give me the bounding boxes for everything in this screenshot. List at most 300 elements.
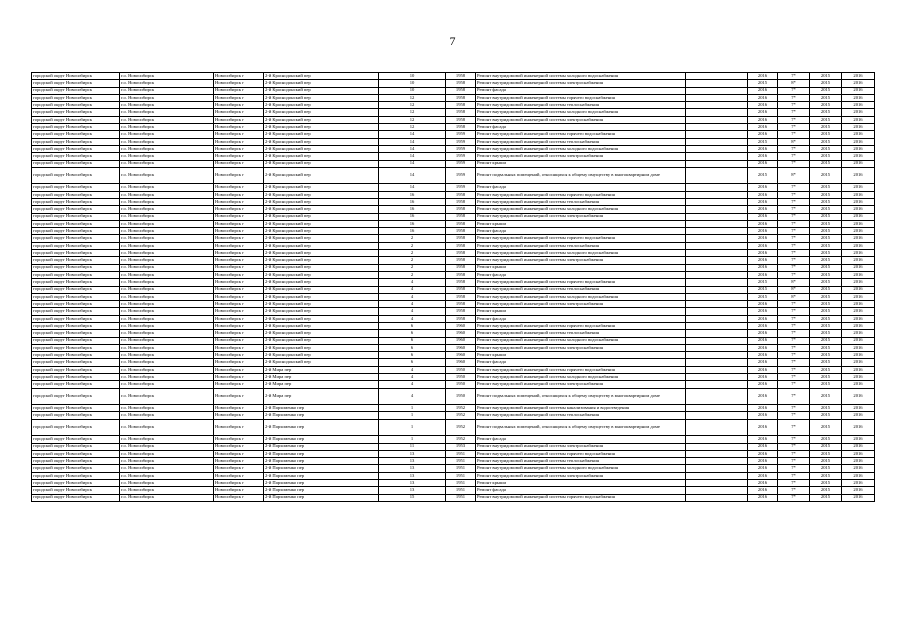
cell-note: 8* [778,279,810,286]
cell-work-type: Ремонт крыши [476,220,686,227]
cell-period-end: 2016 [842,436,875,443]
cell-street: 2-й Пархоменко пер [264,412,379,419]
cell-house-number: 14 [379,167,446,184]
table-row [32,315,875,322]
cell-spacer [686,487,748,494]
cell-plan-year: 2016 [748,184,778,191]
cell-spacer [686,472,748,479]
cell-plan-year: 2016 [748,315,778,322]
cell-note: 8* [778,138,810,145]
cell-plan-year: 2016 [748,220,778,227]
cell-house-number: 14 [379,160,446,167]
cell-plan-year: 2016 [748,109,778,116]
cell-municipality: городской округ Новосибирск [32,206,120,213]
cell-spacer [686,436,748,443]
cell-settlement: Новосибирск г [214,167,264,184]
cell-plan-year: 2016 [748,436,778,443]
cell-work-type: Ремонт внутридомовой инженерной системы электроснабжения [476,213,686,220]
cell-house-number: 4 [379,315,446,322]
cell-plan-year: 2015 [748,167,778,184]
cell-spacer [686,220,748,227]
cell-settlement: Новосибирск г [214,337,264,344]
table-row [32,167,875,184]
table-row [32,366,875,373]
cell-period-end: 2016 [842,450,875,457]
cell-spacer [686,301,748,308]
cell-period-start: 2015 [810,286,842,293]
cell-note: 7* [778,145,810,152]
cell-house-number: 13 [379,458,446,465]
cell-note: 7* [778,381,810,388]
cell-street: 2-й Краснодонский пер [264,73,379,80]
cell-house-number: 16 [379,191,446,198]
cell-street: 2-й Краснодонский пер [264,94,379,101]
cell-plan-year: 2015 [748,138,778,145]
cell-work-type: Ремонт внутридомовой инженерной системы холодного водоснабжения [476,293,686,300]
cell-work-type: Ремонт внутридомовой инженерной системы горячего водоснабжения [476,191,686,198]
cell-plan-year: 2016 [748,443,778,450]
cell-district: г.о. Новосибирск [120,264,214,271]
cell-period-end: 2016 [842,352,875,359]
cell-note: 7* [778,494,810,501]
cell-house-number: 10 [379,87,446,94]
cell-plan-year: 2016 [748,198,778,205]
cell-work-type: Ремонт фасада [476,315,686,322]
cell-spacer [686,323,748,330]
cell-note: 7* [778,301,810,308]
cell-street: 2-й Краснодонский пер [264,206,379,213]
cell-municipality: городской округ Новосибирск [32,412,120,419]
cell-house-number: 2 [379,235,446,242]
cell-period-start: 2015 [810,228,842,235]
cell-period-start: 2015 [810,405,842,412]
cell-build-year: 1951 [446,494,476,501]
cell-spacer [686,145,748,152]
cell-municipality: городской округ Новосибирск [32,228,120,235]
cell-settlement: Новосибирск г [214,487,264,494]
cell-build-year: 1958 [446,94,476,101]
cell-period-end: 2016 [842,458,875,465]
cell-build-year: 1951 [446,450,476,457]
cell-period-start: 2015 [810,352,842,359]
cell-period-start: 2015 [810,323,842,330]
cell-work-type: Ремонт внутридомовой инженерной системы горячего водоснабжения [476,450,686,457]
cell-note: 7* [778,257,810,264]
cell-municipality: городской округ Новосибирск [32,494,120,501]
cell-municipality: городской округ Новосибирск [32,145,120,152]
cell-spacer [686,87,748,94]
cell-work-type: Ремонт подвальных помещений, относящихся к общему имуществу в многоквартирном доме [476,419,686,436]
cell-settlement: Новосибирск г [214,153,264,160]
cell-period-start: 2015 [810,73,842,80]
cell-spacer [686,352,748,359]
cell-plan-year: 2016 [748,235,778,242]
cell-plan-year: 2016 [748,73,778,80]
cell-settlement: Новосибирск г [214,80,264,87]
cell-work-type: Ремонт внутридомовой инженерной системы горячего водоснабжения [476,323,686,330]
cell-note: 7* [778,323,810,330]
cell-spacer [686,198,748,205]
cell-period-start: 2015 [810,381,842,388]
cell-spacer [686,366,748,373]
cell-spacer [686,109,748,116]
cell-period-start: 2015 [810,87,842,94]
cell-period-end: 2016 [842,344,875,351]
cell-street: 2-й Пархоменко пер [264,419,379,436]
cell-note: 7* [778,359,810,366]
cell-settlement: Новосибирск г [214,344,264,351]
table-row [32,352,875,359]
cell-note: 7* [778,315,810,322]
cell-spacer [686,131,748,138]
cell-plan-year: 2016 [748,359,778,366]
cell-work-type: Ремонт внутридомовой инженерной системы теплоснабжения [476,330,686,337]
table-row [32,419,875,436]
cell-period-end: 2016 [842,374,875,381]
cell-work-type: Ремонт фасада [476,228,686,235]
cell-work-type: Ремонт фасада [476,87,686,94]
cell-build-year: 1951 [446,465,476,472]
cell-district: г.о. Новосибирск [120,250,214,257]
cell-settlement: Новосибирск г [214,286,264,293]
cell-work-type: Ремонт крыши [476,308,686,315]
cell-note: 7* [778,220,810,227]
cell-period-end: 2016 [842,102,875,109]
cell-build-year: 1952 [446,436,476,443]
cell-build-year: 1958 [446,109,476,116]
cell-period-end: 2016 [842,315,875,322]
cell-build-year: 1952 [446,405,476,412]
cell-house-number: 6 [379,330,446,337]
cell-street: 2-й Краснодонский пер [264,301,379,308]
cell-spacer [686,286,748,293]
cell-street: 2-й Краснодонский пер [264,109,379,116]
cell-settlement: Новосибирск г [214,494,264,501]
cell-settlement: Новосибирск г [214,480,264,487]
cell-build-year: 1958 [446,80,476,87]
cell-spacer [686,279,748,286]
table-row [32,228,875,235]
cell-spacer [686,308,748,315]
cell-district: г.о. Новосибирск [120,131,214,138]
cell-municipality: городской округ Новосибирск [32,73,120,80]
cell-period-start: 2015 [810,153,842,160]
cell-build-year: 1960 [446,359,476,366]
cell-district: г.о. Новосибирск [120,436,214,443]
cell-street: 2-й Мира пер [264,366,379,373]
cell-district: г.о. Новосибирск [120,242,214,249]
cell-plan-year: 2016 [748,145,778,152]
cell-street: 2-й Пархоменко пер [264,458,379,465]
cell-house-number: 14 [379,145,446,152]
cell-spacer [686,80,748,87]
cell-district: г.о. Новосибирск [120,480,214,487]
cell-build-year: 1958 [446,116,476,123]
cell-settlement: Новосибирск г [214,405,264,412]
cell-period-start: 2015 [810,167,842,184]
cell-build-year: 1958 [446,206,476,213]
cell-street: 2-й Краснодонский пер [264,323,379,330]
cell-municipality: городской округ Новосибирск [32,330,120,337]
cell-build-year: 1958 [446,279,476,286]
cell-street: 2-й Пархоменко пер [264,465,379,472]
table-row [32,480,875,487]
cell-street: 2-й Краснодонский пер [264,228,379,235]
cell-build-year: 1958 [446,235,476,242]
cell-work-type: Ремонт внутридомовой инженерной системы электроснабжения [476,80,686,87]
cell-district: г.о. Новосибирск [120,191,214,198]
cell-spacer [686,228,748,235]
cell-municipality: городской округ Новосибирск [32,184,120,191]
cell-municipality: городской округ Новосибирск [32,153,120,160]
cell-settlement: Новосибирск г [214,352,264,359]
cell-period-end: 2016 [842,213,875,220]
cell-district: г.о. Новосибирск [120,153,214,160]
cell-period-end: 2016 [842,73,875,80]
cell-period-start: 2015 [810,109,842,116]
cell-spacer [686,184,748,191]
cell-house-number: 1 [379,405,446,412]
cell-municipality: городской округ Новосибирск [32,443,120,450]
cell-district: г.о. Новосибирск [120,450,214,457]
table-row [32,344,875,351]
cell-settlement: Новосибирск г [214,323,264,330]
cell-municipality: городской округ Новосибирск [32,450,120,457]
table-row [32,458,875,465]
cell-note: 7* [778,308,810,315]
cell-build-year: 1950 [446,366,476,373]
cell-spacer [686,160,748,167]
cell-district: г.о. Новосибирск [120,102,214,109]
cell-district: г.о. Новосибирск [120,330,214,337]
cell-period-start: 2015 [810,124,842,131]
cell-spacer [686,374,748,381]
cell-settlement: Новосибирск г [214,436,264,443]
cell-district: г.о. Новосибирск [120,257,214,264]
table-row [32,102,875,109]
cell-period-end: 2016 [842,138,875,145]
cell-municipality: городской округ Новосибирск [32,279,120,286]
cell-street: 2-й Краснодонский пер [264,198,379,205]
cell-spacer [686,293,748,300]
cell-build-year: 1960 [446,323,476,330]
cell-plan-year: 2016 [748,250,778,257]
cell-note: 7* [778,87,810,94]
cell-period-end: 2016 [842,337,875,344]
cell-settlement: Новосибирск г [214,160,264,167]
cell-note: 7* [778,250,810,257]
table-row [32,73,875,80]
table-row [32,206,875,213]
cell-period-start: 2015 [810,374,842,381]
cell-spacer [686,250,748,257]
cell-period-start: 2015 [810,388,842,405]
cell-plan-year: 2016 [748,480,778,487]
cell-note: 7* [778,153,810,160]
cell-plan-year: 2016 [748,472,778,479]
cell-period-end: 2016 [842,472,875,479]
cell-build-year: 1958 [446,198,476,205]
cell-street: 2-й Пархоменко пер [264,443,379,450]
cell-build-year: 1950 [446,381,476,388]
cell-plan-year: 2016 [748,301,778,308]
cell-municipality: городской округ Новосибирск [32,198,120,205]
cell-build-year: 1958 [446,250,476,257]
cell-plan-year: 2016 [748,465,778,472]
cell-settlement: Новосибирск г [214,359,264,366]
cell-settlement: Новосибирск г [214,381,264,388]
table-row [32,359,875,366]
cell-period-start: 2015 [810,330,842,337]
cell-work-type: Ремонт внутридомовой инженерной системы теплоснабжения [476,286,686,293]
table-row [32,494,875,501]
cell-plan-year: 2016 [748,213,778,220]
cell-build-year: 1958 [446,264,476,271]
cell-work-type: Ремонт внутридомовой инженерной системы горячего водоснабжения [476,366,686,373]
cell-note: 7* [778,73,810,80]
cell-spacer [686,458,748,465]
cell-work-type: Ремонт внутридомовой инженерной системы горячего водоснабжения [476,235,686,242]
table-row [32,145,875,152]
table-row [32,271,875,278]
cell-settlement: Новосибирск г [214,257,264,264]
cell-work-type: Ремонт внутридомовой инженерной системы теплоснабжения [476,102,686,109]
cell-spacer [686,102,748,109]
cell-district: г.о. Новосибирск [120,80,214,87]
cell-period-end: 2016 [842,124,875,131]
cell-settlement: Новосибирск г [214,301,264,308]
table-row [32,184,875,191]
cell-period-start: 2015 [810,206,842,213]
cell-build-year: 1951 [446,480,476,487]
table-row [32,264,875,271]
cell-spacer [686,242,748,249]
cell-municipality: городской округ Новосибирск [32,87,120,94]
cell-build-year: 1959 [446,145,476,152]
cell-settlement: Новосибирск г [214,412,264,419]
cell-build-year: 1958 [446,220,476,227]
cell-street: 2-й Краснодонский пер [264,359,379,366]
cell-work-type: Ремонт фасада [476,184,686,191]
cell-municipality: городской округ Новосибирск [32,293,120,300]
cell-plan-year: 2016 [748,344,778,351]
cell-period-end: 2016 [842,184,875,191]
cell-street: 2-й Краснодонский пер [264,337,379,344]
cell-district: г.о. Новосибирск [120,145,214,152]
cell-note: 7* [778,94,810,101]
cell-settlement: Новосибирск г [214,73,264,80]
table-row [32,465,875,472]
table-row [32,124,875,131]
cell-street: 2-й Краснодонский пер [264,315,379,322]
table-row [32,293,875,300]
cell-note: 7* [778,443,810,450]
cell-period-end: 2016 [842,94,875,101]
cell-spacer [686,191,748,198]
cell-note: 7* [778,191,810,198]
cell-street: 2-й Краснодонский пер [264,131,379,138]
cell-build-year: 1958 [446,191,476,198]
cell-plan-year: 2016 [748,257,778,264]
cell-street: 2-й Краснодонский пер [264,293,379,300]
cell-district: г.о. Новосибирск [120,412,214,419]
cell-street: 2-й Пархоменко пер [264,494,379,501]
cell-spacer [686,412,748,419]
table-row [32,337,875,344]
cell-build-year: 1959 [446,160,476,167]
cell-note: 7* [778,472,810,479]
cell-house-number: 15 [379,494,446,501]
cell-street: 2-й Краснодонский пер [264,344,379,351]
cell-house-number: 2 [379,264,446,271]
cell-note: 7* [778,388,810,405]
cell-work-type: Ремонт внутридомовой инженерной системы электроснабжения [476,381,686,388]
cell-municipality: городской округ Новосибирск [32,191,120,198]
cell-municipality: городской округ Новосибирск [32,465,120,472]
cell-municipality: городской округ Новосибирск [32,167,120,184]
cell-period-start: 2015 [810,465,842,472]
cell-house-number: 16 [379,206,446,213]
cell-period-end: 2016 [842,480,875,487]
cell-work-type: Ремонт крыши [476,264,686,271]
cell-note: 7* [778,458,810,465]
cell-municipality: городской округ Новосибирск [32,131,120,138]
cell-street: 2-й Краснодонский пер [264,257,379,264]
cell-period-start: 2015 [810,220,842,227]
cell-plan-year: 2016 [748,242,778,249]
cell-street: 2-й Мира пер [264,374,379,381]
cell-house-number: 4 [379,374,446,381]
cell-spacer [686,465,748,472]
cell-note: 8* [778,80,810,87]
cell-work-type: Ремонт внутридомовой инженерной системы горячего водоснабжения [476,94,686,101]
cell-municipality: городской округ Новосибирск [32,250,120,257]
cell-plan-year: 2016 [748,388,778,405]
cell-municipality: городской округ Новосибирск [32,308,120,315]
cell-settlement: Новосибирск г [214,235,264,242]
cell-spacer [686,73,748,80]
cell-street: 2-й Краснодонский пер [264,124,379,131]
cell-house-number: 6 [379,344,446,351]
cell-note: 7* [778,352,810,359]
cell-plan-year: 2016 [748,160,778,167]
table-row [32,160,875,167]
cell-house-number: 10 [379,80,446,87]
cell-district: г.о. Новосибирск [120,374,214,381]
cell-settlement: Новосибирск г [214,250,264,257]
cell-period-end: 2016 [842,80,875,87]
cell-municipality: городской округ Новосибирск [32,138,120,145]
cell-spacer [686,271,748,278]
cell-period-end: 2016 [842,366,875,373]
cell-district: г.о. Новосибирск [120,73,214,80]
cell-plan-year: 2016 [748,330,778,337]
cell-spacer [686,213,748,220]
cell-settlement: Новосибирск г [214,293,264,300]
cell-settlement: Новосибирск г [214,242,264,249]
cell-settlement: Новосибирск г [214,109,264,116]
cell-spacer [686,443,748,450]
cell-note: 7* [778,213,810,220]
cell-period-end: 2016 [842,264,875,271]
cell-spacer [686,116,748,123]
cell-period-end: 2016 [842,235,875,242]
cell-district: г.о. Новосибирск [120,220,214,227]
cell-period-start: 2015 [810,242,842,249]
cell-build-year: 1959 [446,184,476,191]
cell-district: г.о. Новосибирск [120,487,214,494]
cell-work-type: Ремонт внутридомовой инженерной системы холодного водоснабжения [476,250,686,257]
